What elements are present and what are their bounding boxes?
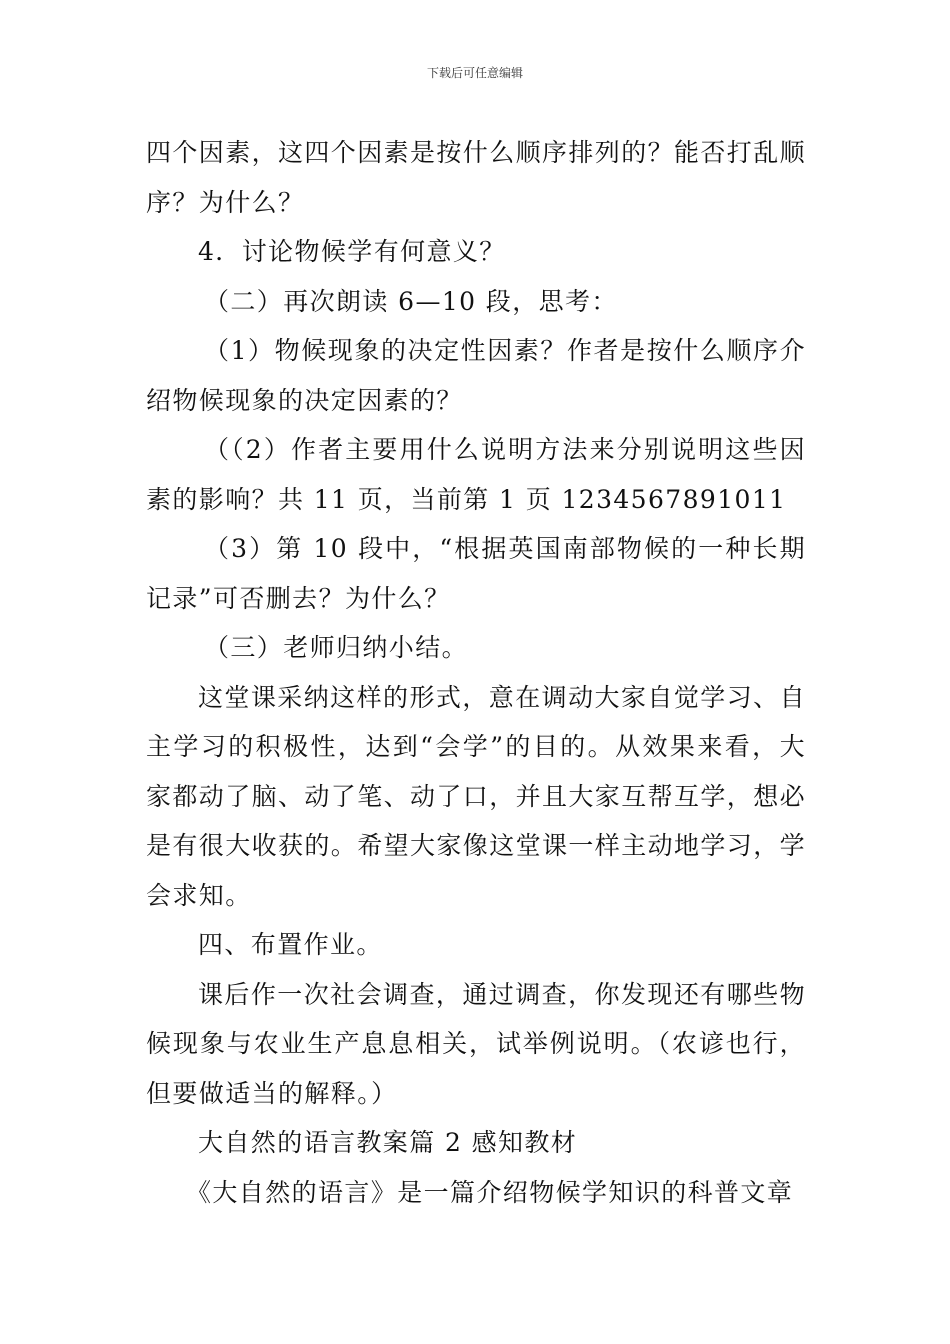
paragraph-continuation: 四个因素，这四个因素是按什么顺序排列的？能否打乱顺序？为什么？ — [146, 138, 807, 217]
paragraph-lesson-2-intro: 《大自然的语言》是一篇介绍物候学知识的科普文章 — [186, 1177, 794, 1207]
page-header: 下载后可任意编辑 — [426, 66, 523, 80]
paragraph-section-2: （二）再次朗读 6—10 段，思考： — [204, 286, 618, 316]
paragraph-item-3: （3）第 10 段中，“根据英国南部物候的一种长期记录”可否删去？为什么？ — [146, 534, 806, 613]
paragraph-lesson-2-title: 大自然的语言教案篇 2 感知教材 — [198, 1128, 578, 1157]
paragraph-homework: 课后作一次社会调查，通过调查，你发现还有哪些物候现象与农业生产息息相关，试举例说明。（农谚也行，但要做适当的解释。） — [146, 979, 806, 1108]
paragraph-summary: 这堂课采纳这样的形式，意在调动大家自觉学习、自主学习的积极性，达到“会学”的目的。从效果来看，大家都动了脑、动了笔、动了口，并且大家互帮互学，想必是有很大收获的。希望大家像这堂课一样主动地学习，学会求知。 — [146, 682, 807, 910]
paragraph-item-2: （（2）作者主要用什么说明方法来分别说明这些因素的影响？共 11 页，当前第 1 页 1234567891011 — [146, 435, 806, 514]
paragraph-item-1: （1）物候现象的决定性因素？作者是按什么顺序介绍物候现象的决定因素的？ — [146, 336, 806, 415]
paragraph-section-3: （三）老师归纳小结。 — [204, 633, 469, 662]
document-body — [146, 128, 806, 1217]
paragraph-question-4: 4．讨论物候学有何意义？ — [198, 237, 506, 266]
paragraph-homework-heading: 四、布置作业。 — [198, 930, 383, 959]
